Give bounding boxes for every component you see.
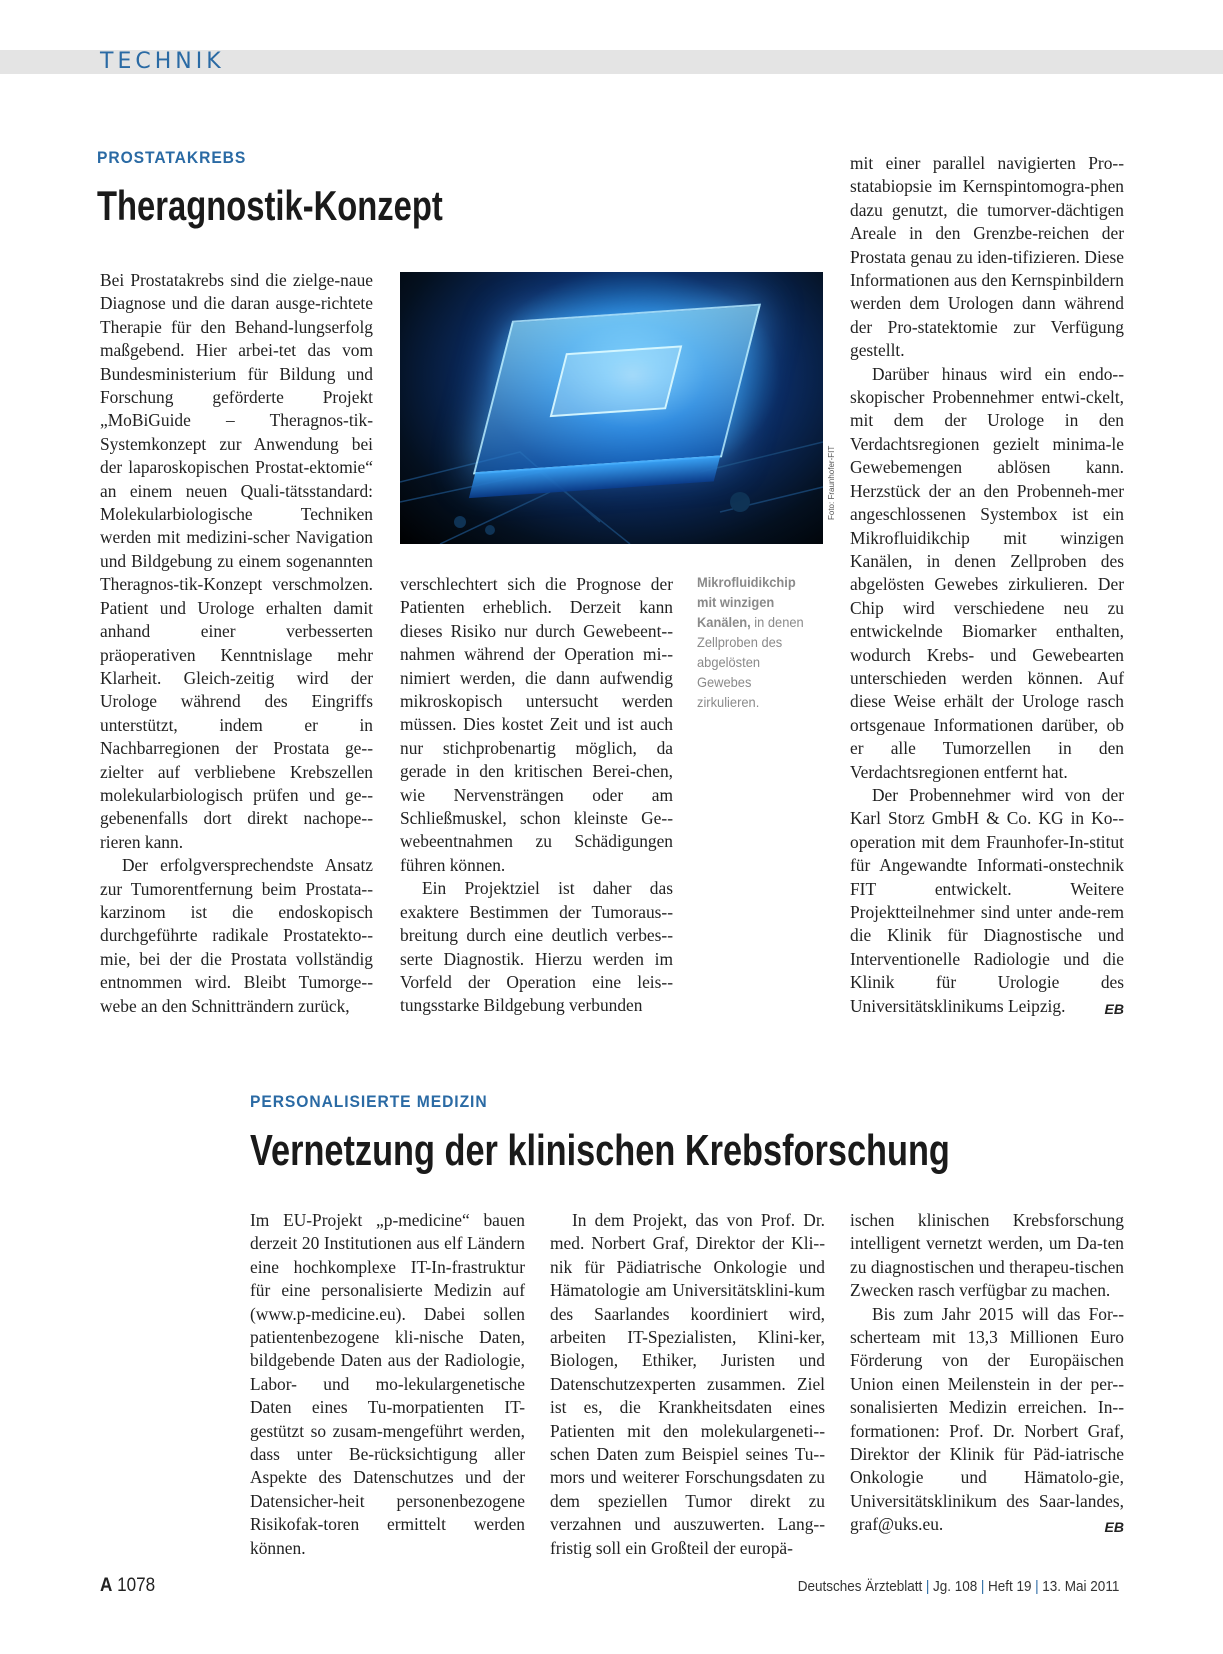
article2-col3-paragraph [850,1303,1124,1537]
article1-col3-paragraph [850,784,1124,1018]
article1-title: Theragnostik-Konzept [97,182,443,229]
article1-col1-paragraph: Bei Prostatakrebs sind die zielge-naue Diagnose und die daran ausge-richtete Therapie für den Behand-lungserfolg maßgebend. Hier arbei-tet das vom Bundesministerium für Bildung und Forschung geförderte Projekt „MoBiGuide – Theragnos-tik-Systemkonzept zur Anwendung bei der laparoskopischen Prostat-ektomie“ an einem neuen Quali-tätsstandard: Molekularbiologische Techniken werden mit medizini-scher Navigation und Bildgebung zu einem sogenannten Theragnos-tik-Konzept verschmolzen. Patient und Urologe erhalten damit anhand einer verbesserten präoperativen Kenntnislage mehr Klarheit. Gleich-zeitig wird der Urologe während des Eingriffs unterstützt, indem er in Nachbarregionen der Prostata ge-zielter auf verbliebene Krebszellen molekularbiologisch prüfen und ge-gebenenfalls dort direkt nachope-rieren kann. [100,270,373,852]
separator: | [980,1578,985,1595]
article1-column-1 [100,269,373,1018]
chip-body [473,304,761,475]
journal-name: Deutsches Ärzteblatt [797,1578,922,1595]
article2-title: Vernetzung der klinischen Krebsforschung [250,1126,950,1175]
microfluidic-chip-photo [400,272,823,544]
photo-caption [697,572,815,712]
article2-column-2 [550,1209,825,1560]
separator: | [1034,1578,1039,1595]
journal-issue: Heft 19 [987,1578,1032,1595]
article1-col2-paragraph: Ein Projektziel ist daher das exaktere Bestimmen der Tumoraus-breitung durch eine deutlich verbes-serte Diagnostik. Hierzu werden im Vorfeld der Operation eine leis-tungsstarke Bildgebung verbunden [400,878,673,1016]
article1-col3-last: Der Probennehmer wird von der Karl Storz GmbH & Co. KG in Ko-operation mit dem Fraunhofer-In-stitut für Angewandte Informati-onstechnik FIT entwickelt. Weitere Projektteilnehmer sind unter ande-rem die Klinik für Diagnostische und Interventionelle Radiologie und die Klinik für Urologie des Universitätsklinikums Leipzig. [850,784,1124,1016]
article1-col3-paragraph: mit einer parallel navigierten Pro-statabiopsie im Kernspintomogra-phen dazu genutzt, die tumorver-dächtigen Areale in den Grenzbe-reichen der Prostata genau zu iden-tifizieren. Diese Informationen aus den Kernspinbildern werden dem Urologen dann während der Pro-statektomie zur Verfügung gestellt. [850,153,1124,361]
article2-column-1 [250,1209,525,1560]
section-header-bar [0,50,1223,74]
article1-column-2 [400,573,673,1018]
article2-col1-paragraph: Im EU-Projekt „p-medicine“ bauen derzeit 20 Institutionen aus elf Ländern eine hochkomplexe IT-In-frastruktur für eine personalisierte Medizin auf (www.p-medicine.eu). Dabei sollen patientenbezogene kli-nische Daten, bildgebende Daten aus der Radiologie, Labor- und mo-lekulargenetische Daten eines Tu-morpatienten IT-gestützt so zusam-mengeführt werden, dass unter Be-rücksichtigung aller Aspekte des Datenschutzes und der Datensicher-heit personenbezogene Risikofak-toren ermittelt werden können. [250,1210,525,1558]
article1-kicker: PROSTATAKREBS [97,148,247,167]
caption-bold: Mikrofluidikchip mit winzigen Kanälen, [697,574,796,630]
page-prefix: A [100,1575,113,1596]
journal-volume: Jg. 108 [932,1578,977,1595]
page-number-value: 1078 [117,1575,156,1596]
article2-kicker: PERSONALISIERTE MEDIZIN [250,1092,488,1111]
page-number [100,1575,155,1597]
journal-info [797,1578,1119,1595]
article2-col3-last: Bis zum Jahr 2015 will das For-scherteam mit 13,3 Millionen Euro Förderung von der Europäischen Union einen Meilenstein in der per-sonalisierten Medizin erreichen. In-formationen: Prof. Dr. Norbert Graf, Direktor der Klinik für Päd-iatrische Onkologie und Hämatolo-gie, Universitätsklinikum des Saar-landes, graf@uks.eu. [850,1303,1124,1535]
section-label: TECHNIK [100,49,225,74]
article1-col2-paragraph: verschlechtert sich die Prognose der Patienten erheblich. Derzeit kann dieses Risiko nur durch Gewebeent-nahmen während der Operation mi-nimiert werden, die dann aufwendig mikroskopisch untersucht werden müssen. Dies kostet Zeit und ist auch nur stichprobenartig möglich, da gerade in den kritischen Berei-chen, wie Nervensträngen oder am Schließmuskel, schon kleinste Ge-webeentnahmen zu Schädigungen führen können. [400,574,673,875]
author-signature: EB [1104,1000,1124,1017]
article2-col2-paragraph: In dem Projekt, das von Prof. Dr. med. Norbert Graf, Direktor der Kli-nik für Pädiatrische Onkologie und Hämatologie am Universitätsklini-kum des Saarlandes koordiniert wird, arbeiten IT-Spezialisten, Klini-ker, Biologen, Ethiker, Juristen und Datenschutzexperten zusammen. Ziel ist es, die Krankheitsdaten eines Patienten mit den molekulargeneti-schen Daten zum Beispiel seines Tu-mors und weiterer Forschungsdaten zu dem speziellen Tumor direkt zu verzahnen und auszuwerten. Lang-fristig soll ein Großteil der europä- [550,1210,825,1558]
separator: | [925,1578,930,1595]
chip-channel [550,345,683,417]
photo-credit-text: Foto: Fraunhofer-FIT [827,445,836,520]
article2-column-3 [850,1209,1124,1540]
article1-col1-paragraph: Der erfolgversprechendste Ansatz zur Tumorentfernung beim Prostata-karzinom ist die endoskopisch durchgeführte radikale Prostatekto-mie, bei der die Prostata vollständig entnommen wird. Bleibt Tumorge-webe an den Schnitträndern zurück, [100,855,373,1016]
author-signature: EB [1104,1519,1124,1536]
journal-date: 13. Mai 2011 [1041,1578,1119,1595]
article1-column-3 [850,152,1124,1021]
article2-col3-paragraph: ischen klinischen Krebsforschung intelligent vernetzt werden, um Da-ten zu diagnostischen und therapeu-tischen Zwecken rasch verfügbar zu machen. [850,1210,1124,1301]
caption-text: in denen Zellproben des abgelösten Gewebes zirkulieren. [697,614,804,710]
article1-col3-paragraph: Darüber hinaus wird ein endo-skopischer Probennehmer entwi-ckelt, mit dem der Urologe in den Verdachtsregionen gezielt minima-le Gewebemengen ablösen kann. Herzstück der an den Probenneh-mer angeschlossenen Systembox ist ein Mikrofluidikchip mit winzigen Kanälen, in denen Zellproben des abgelösten Gewebes zirkulieren. Der Chip wird verschiedene neu zu entwickelnde Biomarker enthalten, wodurch Krebs- und Gewebearten unterschieden werden können. Auf diese Weise erhält der Urologe rasch ortsgenaue Informationen darüber, ob er alle Tumorzellen in den Verdachtsregionen entfernt hat. [850,363,1124,782]
